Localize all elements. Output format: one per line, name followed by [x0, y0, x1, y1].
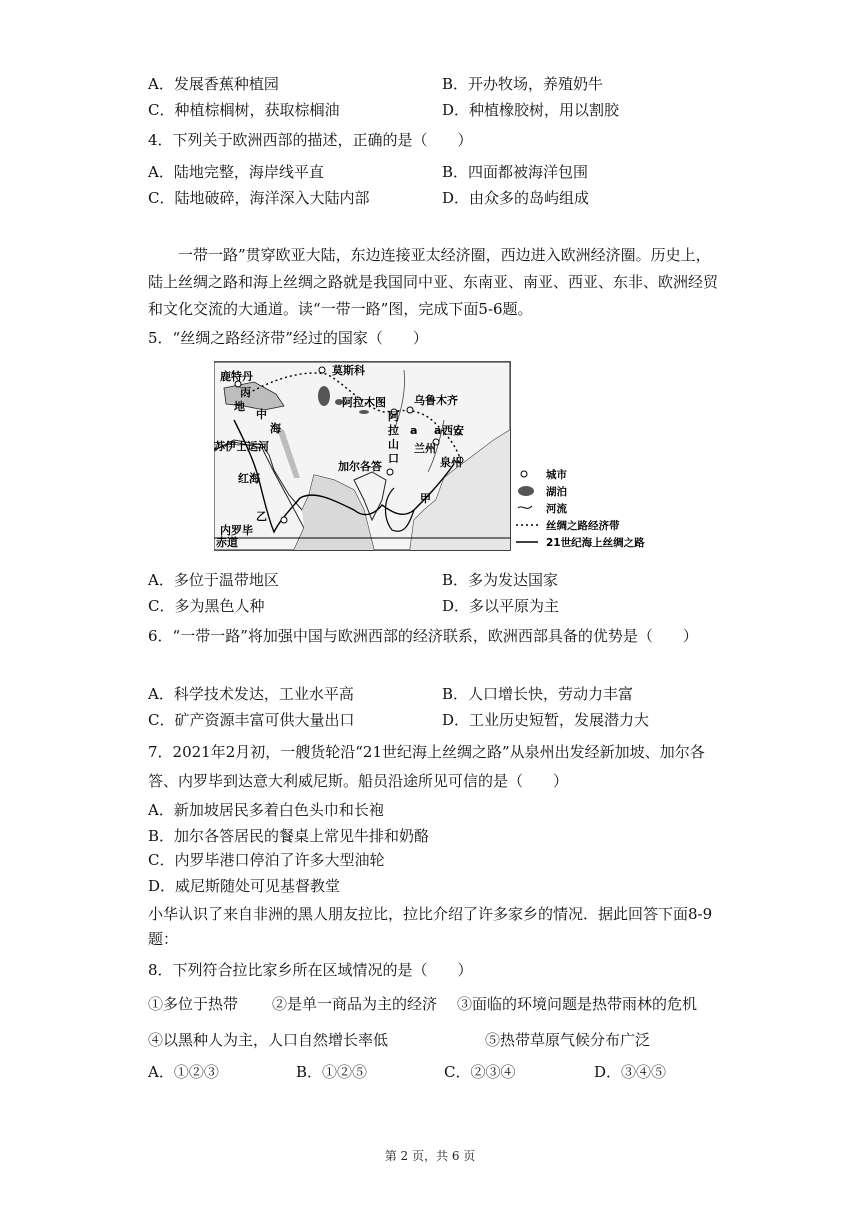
q3-option-d: D．种植橡胶树，用以割胶: [442, 101, 620, 119]
q8-statement-1: ①多位于热带: [148, 995, 239, 1013]
label-urumqi: 乌鲁木齐: [414, 394, 458, 407]
legend-river-icon: [518, 506, 532, 508]
label-almaty: 阿拉木图: [342, 396, 386, 409]
q6-stem: 6．“一带一路”将加强中国与欧洲西部的经济联系，欧洲西部具备的优势是（ ）: [148, 627, 698, 645]
label-di: 地: [234, 400, 245, 413]
q8-statement-5: ⑤热带草原气候分布广泛: [485, 1031, 651, 1049]
q4-option-d: D．由众多的岛屿组成: [442, 189, 590, 207]
q7-option-c: C．内罗毕港口停泊了许多大型油轮: [148, 851, 385, 869]
q4-stem: 4．下列关于欧洲西部的描述，正确的是（ ）: [148, 131, 473, 149]
q5-option-d: D．多以平原为主: [442, 597, 560, 615]
label-lanzhou: 兰州: [414, 442, 436, 455]
legend-river-label: 河流: [546, 503, 567, 515]
city-marker-moscow: [319, 367, 325, 373]
label-zhong: 中: [256, 408, 267, 421]
q6-option-d: D．工业历史短暂，发展潜力大: [442, 711, 650, 729]
label-alashankou-4: 口: [388, 452, 399, 465]
legend-city-icon: [521, 471, 527, 477]
q8-option-a: A．①②③: [148, 1063, 219, 1081]
legend-maritime-label: 21世纪海上丝绸之路: [546, 537, 645, 549]
q8-statement-3: ③面临的环境问题是热带雨林的危机: [457, 995, 698, 1013]
label-yi: 乙: [256, 510, 267, 523]
q8-stem: 8．下列符合拉比家乡所在区域情况的是（ ）: [148, 961, 473, 979]
q6-option-a: A．科学技术发达，工业水平高: [148, 685, 354, 703]
q3-option-c: C．种植棕榈树，获取棕榈油: [148, 101, 340, 119]
q8-option-d: D．③④⑤: [594, 1063, 667, 1081]
q8-option-b: B．①②⑤: [296, 1063, 368, 1081]
city-marker-nairobi: [281, 517, 287, 523]
q7-option-b: B．加尔各答居民的餐桌上常见牛排和奶酪: [148, 827, 430, 845]
label-moscow: 莫斯科: [332, 364, 365, 377]
legend-lake-icon: [518, 486, 534, 496]
q5-option-c: C．多为黑色人种: [148, 597, 265, 615]
label-bing: 丙: [240, 386, 251, 399]
q8-statement-4: ④以黑种人为主，人口自然增长率低: [148, 1031, 389, 1049]
label-quanzhou: 泉州: [440, 456, 462, 469]
passage-rabi: 小华认识了来自非洲的黑人朋友拉比，拉比介绍了许多家乡的情况．据此回答下面8-9题：: [148, 905, 713, 948]
label-equator: 赤道: [216, 536, 238, 549]
q3-option-a: A．发展香蕉种植园: [148, 75, 279, 93]
label-kolkata: 加尔各答: [338, 460, 382, 473]
label-redsea: 红海: [238, 472, 260, 485]
q8-option-c: C．②③④: [444, 1063, 516, 1081]
q7-stem: 7．2021年2月初，一艘货轮沿“21世纪海上丝绸之路”从泉州出发经新加坡、加尔各答、内罗毕到达意大利威尼斯。船员沿途所见可信的是（ ）: [148, 743, 705, 790]
q5-option-b: B．多为发达国家: [442, 571, 559, 589]
q6-option-c: C．矿产资源丰富可供大量出口: [148, 711, 355, 729]
label-alashankou-3: 山: [388, 438, 399, 451]
q7-option-d: D．威尼斯随处可见基督教堂: [148, 877, 341, 895]
q6-option-b: B．人口增长快，劳动力丰富: [442, 685, 634, 703]
q4-option-a: A．陆地完整，海岸线平直: [148, 163, 324, 181]
balkhash-lake: [359, 410, 369, 414]
q5-option-a: A．多位于温带地区: [148, 571, 279, 589]
q4-option-c: C．陆地破碎，海洋深入大陆内部: [148, 189, 370, 207]
q7-option-a: A．新加坡居民多着白色头巾和长袍: [148, 801, 384, 819]
city-marker-kolkata: [387, 469, 393, 475]
label-alashankou-1: 阿: [388, 410, 399, 423]
legend-lake-label: 湖泊: [546, 486, 567, 498]
belt-and-road-map: [214, 360, 674, 556]
q4-option-b: B．四面都被海洋包围: [442, 163, 589, 181]
label-rotterdam: 鹿特丹: [220, 370, 253, 383]
label-alashankou-2: 拉: [388, 424, 399, 437]
label-jia: 甲: [420, 492, 431, 505]
q5-stem: 5．“丝绸之路经济带”经过的国家（ ）: [148, 329, 428, 347]
map-legend: [516, 468, 645, 549]
legend-city-label: 城市: [546, 469, 567, 481]
city-marker-urumqi: [407, 407, 413, 413]
caspian-sea: [318, 386, 330, 406]
q3-option-b: B．开办牧场，养殖奶牛: [442, 75, 604, 93]
label-suez: 苏伊士运河: [214, 440, 269, 453]
label-xian: 西安: [442, 424, 464, 437]
label-nairobi: 内罗毕: [220, 524, 253, 537]
label-a1: a: [410, 424, 418, 437]
q8-statement-2: ②是单一商品为主的经济: [272, 995, 438, 1013]
page-footer: 第 2 页，共 6 页: [384, 1149, 476, 1163]
label-a2: a: [434, 424, 442, 437]
passage-belt-road: 一带一路”贯穿欧亚大陆，东边连接亚太经济圈，西边进入欧洲经济圈。历史上，陆上丝绸之路和海上丝绸之路就是我国同中亚、东南亚、南亚、西亚、东非、欧洲经贸和文化交流的大通道。读“一带一路”图，完成下面5-6题。: [148, 246, 719, 318]
label-hai: 海: [270, 422, 281, 435]
legend-belt-label: 丝绸之路经济带: [546, 520, 620, 532]
